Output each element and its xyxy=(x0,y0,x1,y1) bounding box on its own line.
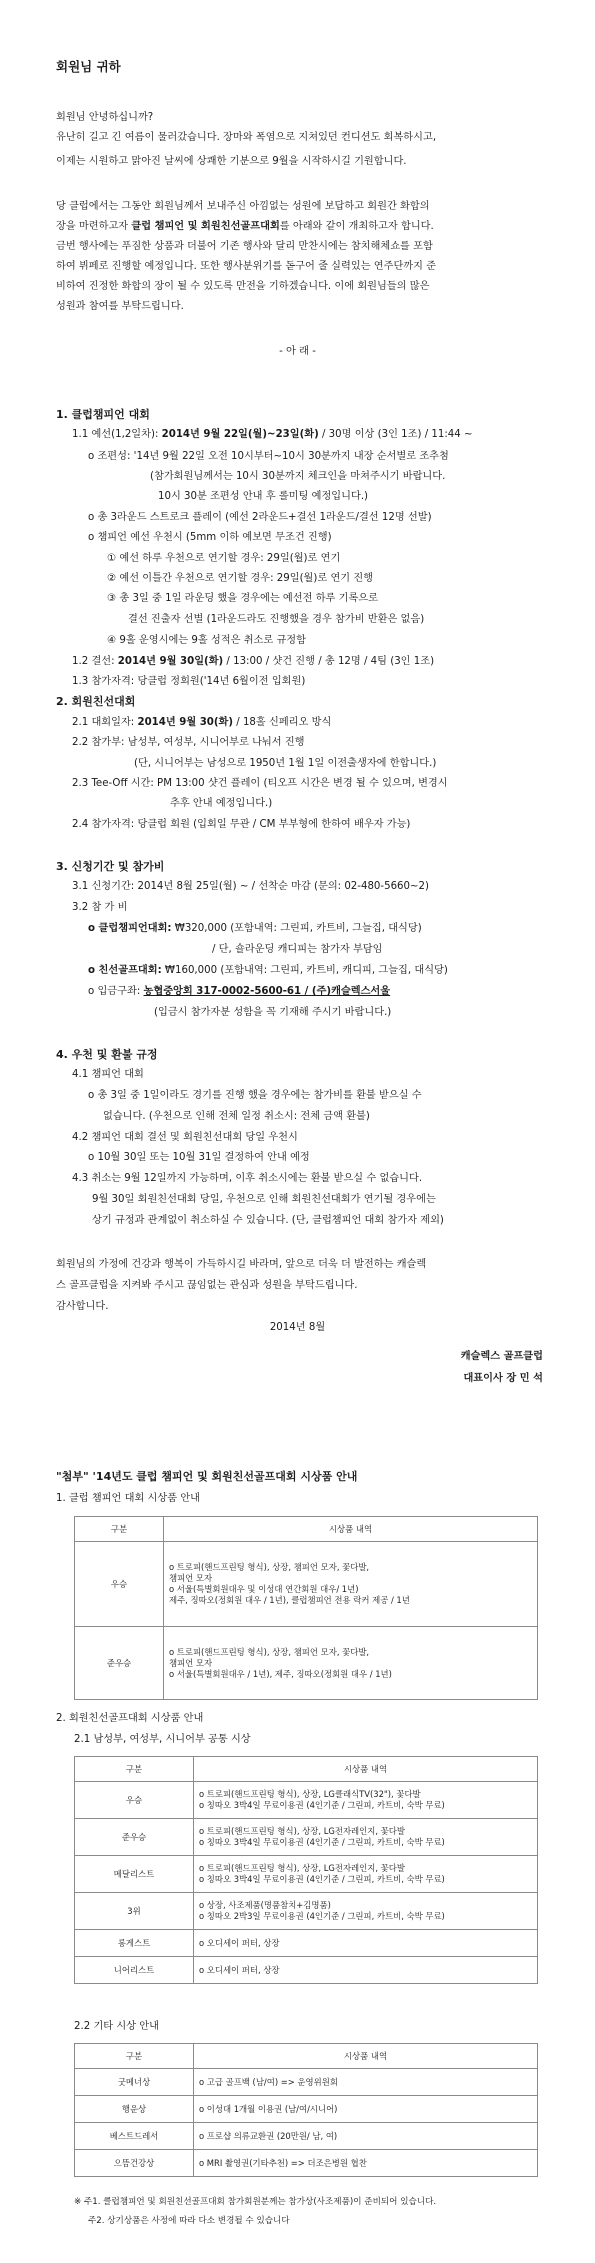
fee-friendly: o 친선골프대회: ₩160,000 (포함내역: 그린피, 카트비, 캐디피, 그늘집, 대식당) xyxy=(88,965,448,976)
prize-details xyxy=(194,2096,538,2123)
intro-line: 성원과 참여를 부탁드립니다. xyxy=(56,301,184,312)
prize-item: o 칭따오 3박4일 무료이용권 (4인기준 / 그린피, 카트비, 숙박 무료) xyxy=(199,1837,445,1847)
table-row xyxy=(75,2069,538,2096)
s4-line: 4.2 챔피언 대회 결선 및 회원친선대회 당일 우천시 xyxy=(72,1132,298,1143)
section-heading: 1. 클럽챔피언 대회 xyxy=(56,408,150,421)
closing-line: 감사합니다. xyxy=(56,1301,109,1312)
footnote: 주2. 상기상품은 사정에 따라 다소 변경될 수 있습니다 xyxy=(88,2216,290,2226)
footnote: ※ 주1. 클럽챔피언 및 회원친선골프대회 참가회원분께는 참가상(사조제품)이 준비되어 있습니다. xyxy=(74,2197,437,2207)
table-header: 시상품 내역 xyxy=(164,1517,538,1542)
prize-details xyxy=(164,1542,538,1627)
s1-detail: ④ 9홀 운영시에는 9홀 성적은 취소로 규정함 xyxy=(107,635,306,646)
s1-detail: ② 예선 이틀간 우천으로 연기할 경우: 29일(월)로 연기 진행 xyxy=(107,573,374,584)
prize-item: o 서울(특별회원대우 및 이성대 연간회원 대우/ 1년) xyxy=(169,1584,359,1594)
s4-line: 상기 규정과 관계없이 취소하실 수 있습니다. (단, 클럽챔피언 대회 참가자 제외) xyxy=(92,1215,444,1226)
prize-item: o 트로피(핸드프린팅 형식), 상장, LG전자레인지, 꽃다발 xyxy=(199,1863,405,1873)
table-row xyxy=(75,1782,538,1819)
s3-line: 3.2 참 가 비 xyxy=(72,902,128,913)
prize-category: 우승 xyxy=(75,1782,194,1819)
s2-line: 추후 안내 예정입니다.) xyxy=(170,798,273,809)
table-header: 시상품 내역 xyxy=(194,2044,538,2069)
prize-item: 챔피언 모자 xyxy=(169,1573,213,1583)
prize-item: o 칭따오 2박3일 무료이용권 (4인기준 / 그린피, 카트비, 숙박 무료) xyxy=(199,1911,445,1921)
prize-category: 준우승 xyxy=(75,1819,194,1856)
section-heading: 3. 신청기간 및 참가비 xyxy=(56,860,165,873)
prize-item: o 서울(특별회원대우 / 1년), 제주, 징따오(정회원 대우 / 1년) xyxy=(169,1668,392,1679)
greeting-line: 회원님 안녕하십니까? xyxy=(56,112,154,123)
table-row xyxy=(75,1930,538,1957)
s4-line: 없습니다. (우천으로 인해 전체 일정 취소시: 전체 금액 환불) xyxy=(103,1111,370,1122)
s4-line: o 10월 30일 또는 10월 31일 결정하여 안내 예정 xyxy=(88,1152,310,1163)
prize-item: o 트로피(핸드프린팅 형식), 상장, LG전자레인지, 꽃다발 xyxy=(199,1826,405,1836)
intro-line: 금번 행사에는 푸짐한 상품과 더불어 기존 행사와 달리 만찬시에는 참치해체쇼를 포함 xyxy=(56,241,433,252)
attachment-subtitle: 2.2 기타 시상 안내 xyxy=(74,2021,159,2032)
table-row xyxy=(75,1893,538,1930)
prize-category: 으뜸건강상 xyxy=(75,2150,194,2177)
s1-detail: 결선 진출자 선별 (1라운드라도 진행했을 경우 참가비 반환은 없음) xyxy=(128,614,425,625)
prize-category: 3위 xyxy=(75,1893,194,1930)
prize-details xyxy=(194,1957,538,1984)
s2-line: (단, 시니어부는 남성으로 1950년 1월 1일 이전출생자에 한합니다.) xyxy=(134,758,437,769)
prize-item: o 트로피(핸드프린팅 형식), 상장, LG클래식TV(32"), 꽃다발 xyxy=(199,1789,421,1799)
prize-details xyxy=(164,1627,538,1700)
s3-line: (입금시 참가자분 성함을 꼭 기재해 주시기 바랍니다.) xyxy=(154,1007,392,1018)
fee-champion: o 클럽챔피언대회: ₩320,000 (포함내역: 그린피, 카트비, 그늘집, 대식당) xyxy=(88,923,422,934)
table-header: 시상품 내역 xyxy=(194,1757,538,1782)
prize-item: 챔피언 모자 xyxy=(169,1657,213,1668)
prize-details xyxy=(194,2123,538,2150)
event-name-highlight: 클럽 챔피언 및 회원친선골프대회 xyxy=(131,221,280,232)
s1-detail: o 챔피언 예선 우천시 (5mm 이하 예보면 무조건 진행) xyxy=(88,532,332,543)
intro-line: 당 클럽에서는 그동안 회원님께서 보내주신 아낌없는 성원에 보답하고 회원간 화합의 xyxy=(56,201,430,212)
table-row xyxy=(75,1542,538,1627)
s4-line: 9월 30일 회원친선대회 당일, 우천으로 인해 회원친선대회가 연기될 경우에는 xyxy=(92,1194,436,1205)
ceo-signature-name: 대표이사 장 민 석 xyxy=(463,1373,543,1384)
table-row xyxy=(75,2150,538,2177)
table-row xyxy=(75,1957,538,1984)
table-header: 구분 xyxy=(75,2044,194,2069)
prize-item: 제주, 징따오(정회원 대우 / 1년), 클럽챔피언 전용 락커 제공 / 1년 xyxy=(169,1595,410,1605)
prize-item: o MRI 촬영권(기타추천) => 더조은병원 협찬 xyxy=(199,2157,367,2168)
prize-item: o 상장, 사조제품(명품참치+김명품) xyxy=(199,1900,331,1910)
prize-item: o 트로피(핸드프린팅 형식), 상장, 챔피언 모자, 꽃다발, xyxy=(169,1562,370,1572)
s2-line: 2.3 Tee-Off 시간: PM 13:00 샷건 플레이 (티오프 시간은 변경 될 수 있으며, 변경시 xyxy=(72,778,448,789)
prize-item: o 트로피(핸드프린팅 형식), 상장, 챔피언 모자, 꽃다발, xyxy=(169,1646,370,1657)
champion-prize-table xyxy=(74,1516,538,1700)
prize-category: 롱게스트 xyxy=(75,1930,194,1957)
prize-category: 행운상 xyxy=(75,2096,194,2123)
table-header: 구분 xyxy=(75,1517,164,1542)
prize-details xyxy=(194,2150,538,2177)
s1-detail: ③ 총 3일 중 1일 라운딩 했을 경우에는 예선전 하루 기록으로 xyxy=(107,593,378,604)
intro-line: 장을 마련하고자 클럽 챔피언 및 회원친선골프대회를 아래와 같이 개최하고자 합니다. xyxy=(56,221,434,232)
prize-category: 준우승 xyxy=(75,1627,164,1700)
s1-detail: o 총 3라운드 스트로크 플레이 (예선 2라운드+결선 1라운드/결선 12명 선발) xyxy=(88,512,432,523)
attachment-title: "첨부" '14년도 클럽 챔피언 및 회원친선골프대회 시상품 안내 xyxy=(56,1470,358,1483)
intro-line: 비하여 진정한 화합의 장이 될 수 있도록 만전을 기하겠습니다. 이에 회원님들의 많은 xyxy=(56,281,430,292)
greeting-line: 이제는 시원하고 맑아진 날씨에 상쾌한 기분으로 9월을 시작하시길 기원합니다. xyxy=(56,156,407,167)
prize-details xyxy=(194,1893,538,1930)
s2-line: 2.2 참가부: 남성부, 여성부, 시니어부로 나눠서 진행 xyxy=(72,737,305,748)
s4-line: o 총 3일 중 1일이라도 경기를 진행 했을 경우에는 참가비를 환불 받으실 수 xyxy=(88,1090,422,1101)
s3-line: / 단, 숄라운딩 캐디피는 참가자 부담임 xyxy=(212,944,383,955)
closing-line: 스 골프클럽을 지켜봐 주시고 끊임없는 관심과 성원을 부탁드립니다. xyxy=(56,1280,358,1291)
table-row xyxy=(75,1856,538,1893)
s4-line: 4.1 챔피언 대회 xyxy=(72,1069,144,1080)
s1-detail: ① 예선 하루 우천으로 연기할 경우: 29일(월)로 연기 xyxy=(107,553,341,564)
section-heading: 2. 회원친선대회 xyxy=(56,695,136,708)
prize-details xyxy=(194,1930,538,1957)
prize-details xyxy=(194,1856,538,1893)
table-row xyxy=(75,1819,538,1856)
prize-category: 굿메너상 xyxy=(75,2069,194,2096)
table-row xyxy=(75,2096,538,2123)
prize-category: 니어리스트 xyxy=(75,1957,194,1984)
prize-category: 메달리스트 xyxy=(75,1856,194,1893)
letter-date: 2014년 8월 xyxy=(269,1322,326,1333)
prize-item: o 오디세이 퍼터, 상장 xyxy=(199,1964,280,1975)
table-row xyxy=(75,1627,538,1700)
friendly-prize-table xyxy=(74,1756,538,1984)
prize-item: o 칭따오 3박4일 무료이용권 (4인기준 / 그린피, 카트비, 숙박 무료) xyxy=(199,1874,445,1884)
s2-line-2-1: 2.1 대회일자: 2014년 9월 30(화) / 18홀 신페리오 방식 xyxy=(72,717,332,728)
prize-category: 베스트드레서 xyxy=(75,2123,194,2150)
prize-item: o 프로샵 의류교환권 (20만원/ 남, 여) xyxy=(199,2130,338,2141)
s1-line-1-1: 1.1 예선(1,2일차): 2014년 9월 22일(월)~23일(화) / 30명 이상 (3인 1조) / 11:44 ~ xyxy=(72,429,473,440)
s3-line: 3.1 신청기간: 2014년 8월 25일(월) ~ / 선착순 마감 (문의: 02-480-5660~2) xyxy=(72,881,430,892)
s1-detail: 10시 30분 조편성 안내 후 롤미팅 예정입니다.) xyxy=(158,491,369,502)
s1-detail: o 조편성: '14년 9월 22일 오전 10시부터~10시 30분까지 내장 순서별로 조추첨 xyxy=(88,451,449,462)
prize-category: 우승 xyxy=(75,1542,164,1627)
attachment-subtitle: 2. 회원친선골프대회 시상품 안내 xyxy=(56,1713,204,1724)
s1-line-1-3: 1.3 참가자격: 당클럽 정회원('14년 6월이전 입회원) xyxy=(72,676,306,687)
s2-line: 2.4 참가자격: 당클럽 회원 (입회일 무관 / CM 부부형에 한하여 배우자 가능) xyxy=(72,819,411,830)
other-prize-table xyxy=(74,2043,538,2177)
s1-line-1-2: 1.2 결선: 2014년 9월 30일(화) / 13:00 / 샷건 진행 / 총 12명 / 4팀 (3인 1조) xyxy=(72,656,435,667)
prize-item: o 오디세이 퍼터, 상장 xyxy=(199,1937,280,1948)
prize-item: o 칭따오 3박4일 무료이용권 (4인기준 / 그린피, 카트비, 숙박 무료) xyxy=(199,1800,445,1810)
greeting-line: 유난히 길고 긴 여름이 물러갔습니다. 장마와 폭염으로 지쳐있던 컨디션도 회복하시고, xyxy=(56,132,437,143)
salutation: 회원님 귀하 xyxy=(56,59,121,74)
attachment-subtitle: 2.1 남성부, 여성부, 시니어부 공통 시상 xyxy=(74,1734,251,1745)
closing-line: 회원님의 가정에 건강과 행복이 가득하시길 바라며, 앞으로 더욱 더 발전하는 캐슬렉 xyxy=(56,1259,427,1270)
prize-details xyxy=(194,1819,538,1856)
organization-name: 캐슬렉스 골프클럽 xyxy=(460,1351,543,1362)
prize-item: o 고급 골프백 (남/여) => 운영위원회 xyxy=(199,2076,338,2087)
table-header: 구분 xyxy=(75,1757,194,1782)
intro-line: 하여 뷔페로 진행할 예정입니다. 또한 행사분위기를 돋구어 줄 실력있는 연주단까지 준 xyxy=(56,261,437,272)
prize-details xyxy=(194,1782,538,1819)
prize-item: o 이성대 1개월 이용권 (남/여/시니어) xyxy=(199,2103,338,2114)
bank-account: o 입금구좌: 농협중앙회 317-0002-5600-61 / (주)캐슬렉스서울 xyxy=(88,986,391,997)
section-heading: 4. 우천 및 환불 규정 xyxy=(56,1048,158,1061)
attachment-subtitle: 1. 클럽 챔피언 대회 시상품 안내 xyxy=(56,1493,201,1504)
prize-details xyxy=(194,2069,538,2096)
table-row xyxy=(75,2123,538,2150)
s4-line: 4.3 취소는 9월 12일까지 가능하며, 이후 취소시에는 환불 받으실 수 없습니다. xyxy=(72,1173,423,1184)
section-divider-label: - 아 래 - xyxy=(279,346,316,357)
s1-detail: (참가회원님께서는 10시 30분까지 체크인을 마쳐주시기 바랍니다. xyxy=(150,471,446,482)
